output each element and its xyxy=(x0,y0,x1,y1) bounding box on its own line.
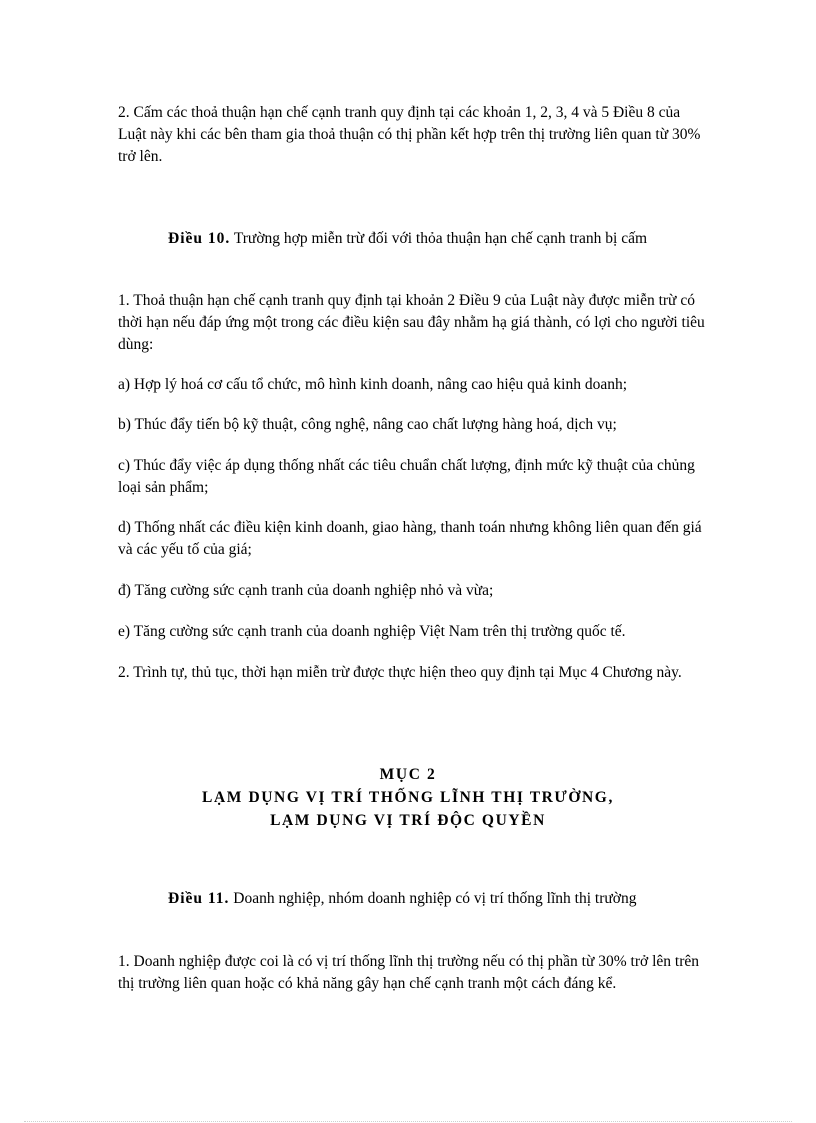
list-item-e: e) Tăng cường sức cạnh tranh của doanh nghiệp Việt Nam trên thị trường quốc tế. xyxy=(118,623,626,640)
paragraph-art9-clause2: 2. Cấm các thoả thuận hạn chế cạnh tranh quy định tại các khoản 1, 2, 3, 4 và 5 Điều 8 của Luật này khi các bên tham gia thoả thuận có thị phần kết hợp trên thị trường liên quan từ 30% trở lên. xyxy=(118,104,701,165)
article-11-heading xyxy=(118,888,708,910)
article-10-label: Điều 10. xyxy=(168,230,231,247)
paragraph-art10-clause1: 1. Thoả thuận hạn chế cạnh tranh quy định tại khoản 2 Điều 9 của Luật này được miễn trừ có thời hạn nếu đáp ứng một trong các điều kiện sau đây nhằm hạ giá thành, có lợi cho người tiêu dùng: xyxy=(118,292,705,353)
section-title-line2: LẠM DỤNG VỊ TRÍ ĐỘC QUYỀN xyxy=(270,812,546,829)
list-item-dd: đ) Tăng cường sức cạnh tranh của doanh nghiệp nhỏ và vừa; xyxy=(118,582,494,599)
article-10-title: Trường hợp miễn trừ đối với thỏa thuận hạn chế cạnh tranh bị cấm xyxy=(230,230,648,247)
list-item-a: a) Hợp lý hoá cơ cấu tổ chức, mô hình kinh doanh, nâng cao hiệu quả kinh doanh; xyxy=(118,376,628,393)
article-11-label: Điều 11. xyxy=(168,890,230,907)
article-11-title: Doanh nghiệp, nhóm doanh nghiệp có vị trí thống lĩnh thị trường xyxy=(229,890,637,907)
list-item-b: b) Thúc đẩy tiến bộ kỹ thuật, công nghệ, nâng cao chất lượng hàng hoá, dịch vụ; xyxy=(118,416,617,433)
article-10-heading xyxy=(118,228,708,250)
paragraph-art10-clause2: 2. Trình tự, thủ tục, thời hạn miễn trừ được thực hiện theo quy định tại Mục 4 Chương này. xyxy=(118,664,682,681)
page-bottom-divider xyxy=(24,1121,792,1122)
list-item-d: d) Thống nhất các điều kiện kinh doanh, giao hàng, thanh toán nhưng không liên quan đến giá và các yếu tố của giá; xyxy=(118,519,702,558)
paragraph-art11-clause1: 1. Doanh nghiệp được coi là có vị trí thống lĩnh thị trường nếu có thị phần từ 30% trở lên trên thị trường liên quan hoặc có khả năng gây hạn chế cạnh tranh một cách đáng kể. xyxy=(118,953,699,992)
section-title-line1: LẠM DỤNG VỊ TRÍ THỐNG LĨNH THỊ TRƯỜNG, xyxy=(202,789,614,806)
section-number: MỤC 2 xyxy=(379,766,437,783)
list-item-c: c) Thúc đẩy việc áp dụng thống nhất các tiêu chuẩn chất lượng, định mức kỹ thuật của chủng loại sản phẩm; xyxy=(118,457,695,496)
